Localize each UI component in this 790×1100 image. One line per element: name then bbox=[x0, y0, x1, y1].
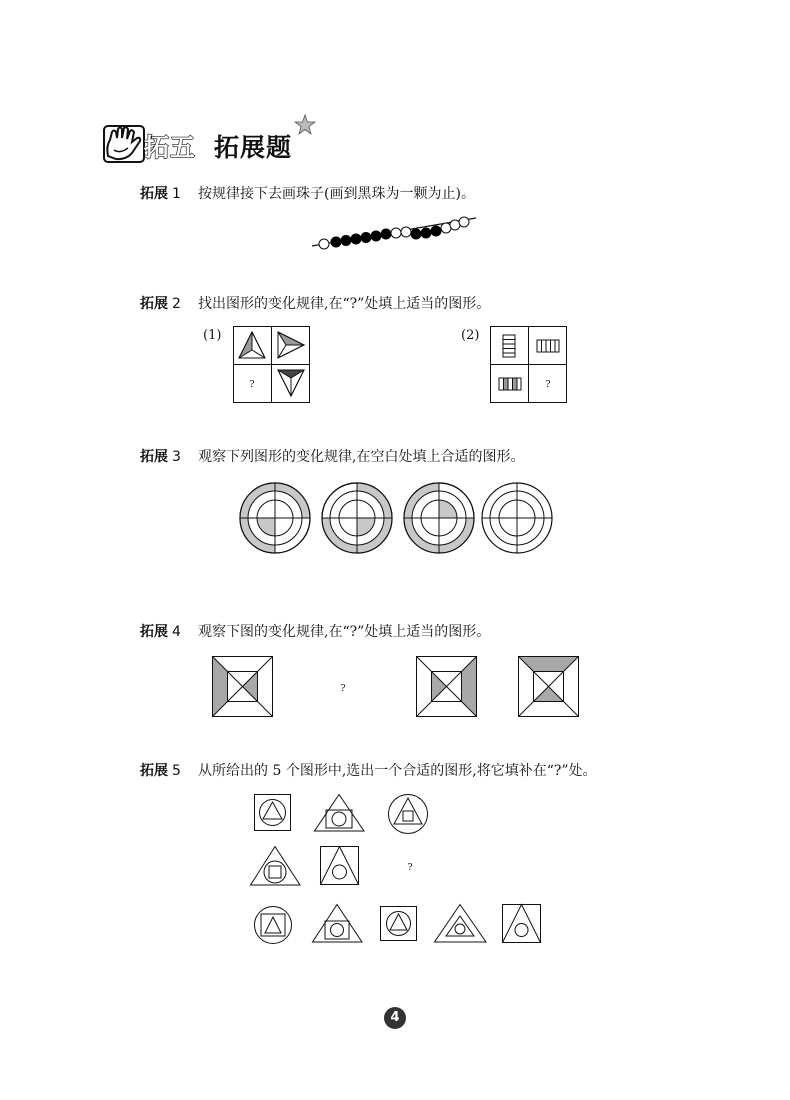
bead-string-figure bbox=[310, 212, 480, 252]
part-1-label: (1) bbox=[203, 328, 222, 343]
ring-figure-blank bbox=[482, 483, 552, 553]
task-1-heading bbox=[140, 183, 475, 203]
task-2-heading bbox=[140, 293, 490, 313]
option-square-circle-triangle bbox=[381, 907, 417, 941]
square-sequence bbox=[212, 656, 582, 718]
bead-black bbox=[381, 229, 392, 240]
section-tag: 拓五 bbox=[144, 133, 197, 162]
hand-icon bbox=[104, 126, 144, 162]
bead-black bbox=[361, 232, 372, 243]
bead-black bbox=[341, 235, 352, 246]
task-label: 拓展 1 bbox=[140, 186, 181, 202]
bead-white bbox=[450, 220, 460, 230]
puzzle-grid-2 bbox=[490, 326, 568, 404]
task-3-heading bbox=[140, 446, 524, 466]
ring-figure-2 bbox=[322, 483, 392, 553]
task-text: 按规律接下去画珠子(画到黑珠为一颗为止)。 bbox=[198, 186, 475, 202]
question-mark: ? bbox=[249, 380, 255, 390]
bead-black bbox=[411, 229, 422, 240]
square-figure-3 bbox=[417, 657, 477, 717]
bead-black bbox=[371, 231, 382, 242]
striped-box-horizontal bbox=[503, 335, 515, 357]
star-badge-icon bbox=[294, 114, 316, 136]
bead-white bbox=[401, 227, 411, 237]
bead-black bbox=[331, 237, 342, 248]
question-mark: ? bbox=[545, 380, 551, 390]
square-figure-1 bbox=[213, 657, 273, 717]
part-2-label: (2) bbox=[461, 328, 480, 343]
task-text: 找出图形的变化规律,在“?”处填上适当的图形。 bbox=[198, 296, 491, 312]
bead-white bbox=[391, 228, 401, 238]
bead-black bbox=[431, 226, 442, 237]
striped-box-shaded bbox=[499, 378, 521, 390]
page-number: 4 bbox=[384, 1007, 406, 1029]
task-label: 拓展 3 bbox=[140, 449, 181, 465]
question-mark: ? bbox=[340, 684, 346, 694]
task-text: 观察下列图形的变化规律,在空白处填上合适的图形。 bbox=[198, 449, 525, 465]
ring-figure-1 bbox=[240, 483, 310, 553]
task-text: 从所给出的 5 个图形中,选出一个合适的图形,将它填补在“?”处。 bbox=[198, 763, 597, 779]
square-triangle-circle bbox=[321, 847, 359, 885]
task-text: 观察下图的变化规律,在“?”处填上适当的图形。 bbox=[198, 624, 491, 640]
bead-white bbox=[319, 239, 329, 249]
question-mark: ? bbox=[407, 863, 413, 873]
section-title: 拓展题 bbox=[214, 133, 293, 162]
option-triangle-triangle-circle bbox=[435, 905, 487, 943]
square-circle-triangle bbox=[255, 795, 291, 831]
nested-shapes-puzzle bbox=[248, 790, 548, 950]
task-label: 拓展 2 bbox=[140, 296, 181, 312]
bead-white bbox=[459, 217, 469, 227]
bead-white bbox=[441, 223, 451, 233]
ring-figure-3 bbox=[404, 483, 474, 553]
section-banner bbox=[104, 120, 334, 168]
ring-sequence bbox=[238, 481, 554, 555]
bead-black bbox=[421, 228, 432, 239]
task-4-heading bbox=[140, 621, 490, 641]
option-triangle-square-circle bbox=[313, 905, 363, 943]
puzzle-grid-1 bbox=[233, 326, 311, 404]
striped-box-vertical bbox=[537, 340, 559, 352]
square-figure-4 bbox=[519, 657, 579, 717]
triangle-circle-square bbox=[251, 847, 301, 886]
circle-triangle-square bbox=[389, 795, 428, 834]
task-5-heading bbox=[140, 760, 597, 780]
task-label: 拓展 4 bbox=[140, 624, 181, 640]
triangle-rect-circle bbox=[315, 795, 365, 832]
task-label: 拓展 5 bbox=[140, 763, 181, 779]
option-circle-square-triangle bbox=[255, 907, 292, 944]
bead-black bbox=[351, 234, 362, 245]
option-square-triangle-circle bbox=[503, 905, 541, 943]
